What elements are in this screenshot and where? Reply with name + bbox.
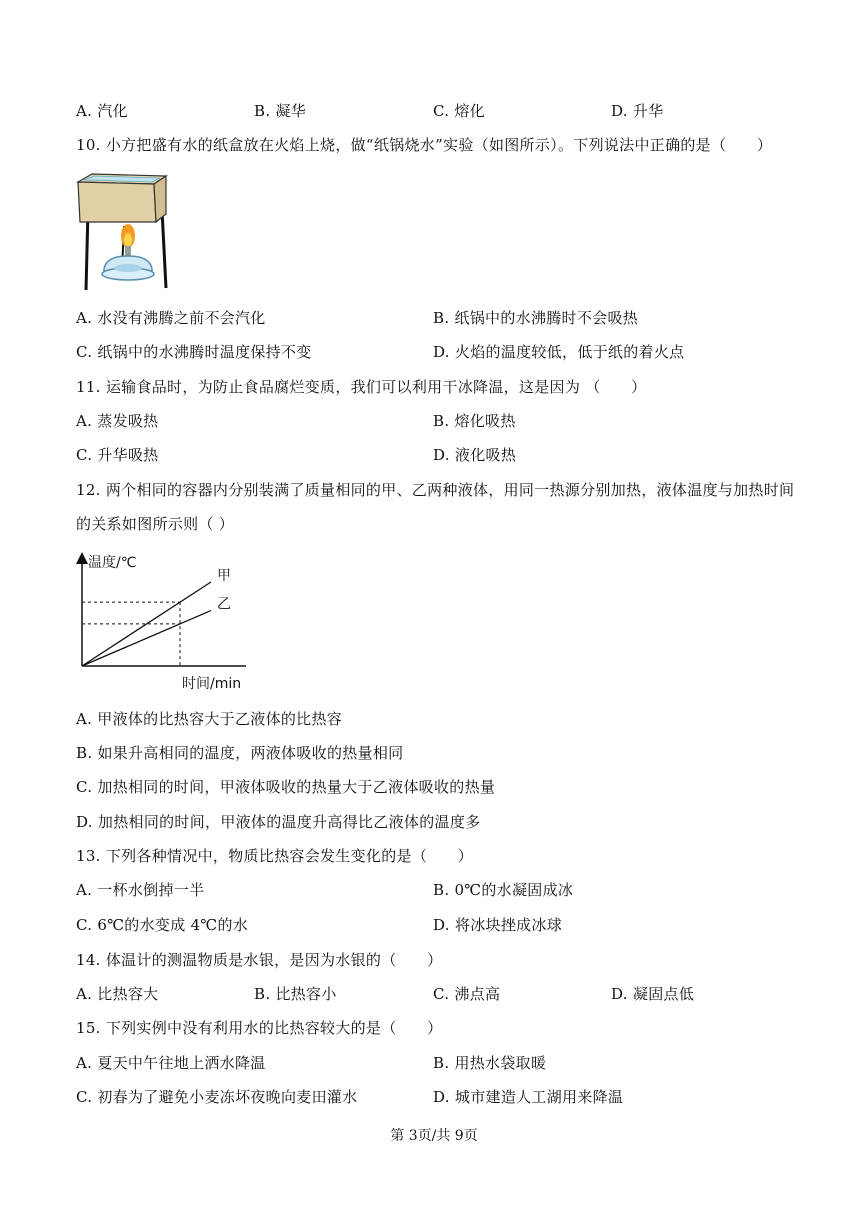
- q10-option-c: C. 纸锅中的水沸腾时温度保持不变: [76, 343, 312, 361]
- q14-option-b: B. 比热容小: [254, 985, 337, 1003]
- q14-option-c: C. 沸点高: [433, 985, 501, 1003]
- q12-stem-line1: 12. 两个相同的容器内分别装满了质量相同的甲、乙两种液体，用同一热源分别加热，液体温度与加热时间: [76, 481, 795, 499]
- q11-stem: 11. 运输食品时，为防止食品腐烂变质，我们可以利用干冰降温，这是因为 （ ）: [76, 378, 647, 396]
- x-axis-label: 时间/min: [182, 676, 242, 692]
- series-label-2: 乙: [217, 596, 231, 613]
- q12-option-d: D. 加热相同的时间，甲液体的温度升高得比乙液体的温度多: [76, 813, 481, 831]
- q15-option-b: B. 用热水袋取暖: [433, 1054, 547, 1072]
- q14-option-d: D. 凝固点低: [611, 985, 695, 1003]
- q14-stem: 14. 体温计的测温物质是水银，是因为水银的（ ）: [76, 951, 443, 969]
- q13-option-b: B. 0℃的水凝固成冰: [433, 881, 574, 899]
- q9-option-b: B. 凝华: [254, 102, 307, 120]
- q13-option-a: A. 一杯水倒掉一半: [76, 881, 205, 899]
- q13-option-d: D. 将冰块挫成冰球: [433, 916, 563, 934]
- y-axis-label: 温度/℃: [88, 555, 137, 571]
- q10-option-a: A. 水没有沸腾之前不会汽化: [76, 309, 266, 327]
- q9-option-c: C. 熔化: [433, 102, 485, 120]
- q9-option-a: A. 汽化: [76, 102, 128, 120]
- temperature-time-chart: [66, 548, 266, 696]
- page-footer: 第 3页/共 9页: [390, 1128, 478, 1144]
- q13-stem: 13. 下列各种情况中，物质比热容会发生变化的是（ ）: [76, 847, 474, 865]
- q11-option-a: A. 蒸发吸热: [76, 412, 159, 430]
- series-label-1: 甲: [217, 568, 231, 584]
- paper-pot-figure: [74, 170, 170, 294]
- q11-option-b: B. 熔化吸热: [433, 412, 516, 430]
- q15-option-d: D. 城市建造人工湖用来降温: [433, 1088, 624, 1106]
- q10-option-b: B. 纸锅中的水沸腾时不会吸热: [433, 309, 639, 327]
- q9-option-d: D. 升华: [611, 102, 664, 120]
- q11-option-c: C. 升华吸热: [76, 446, 159, 464]
- q13-option-c: C. 6℃的水变成 4℃的水: [76, 916, 249, 934]
- q12-option-b: B. 如果升高相同的温度，两液体吸收的热量相同: [76, 744, 404, 762]
- q15-stem: 15. 下列实例中没有利用水的比热容较大的是（ ）: [76, 1019, 443, 1037]
- q15-option-c: C. 初春为了避免小麦冻坏夜晚向麦田灌水: [76, 1088, 358, 1106]
- q12-stem-line2: 的关系如图所示则（ ）: [76, 515, 235, 533]
- q12-option-c: C. 加热相同的时间，甲液体吸收的热量大于乙液体吸收的热量: [76, 778, 496, 796]
- q12-option-a: A. 甲液体的比热容大于乙液体的比热容: [76, 710, 343, 728]
- q10-option-d: D. 火焰的温度较低，低于纸的着火点: [433, 343, 685, 361]
- q11-option-d: D. 液化吸热: [433, 446, 517, 464]
- series-line-2: [82, 611, 211, 666]
- q10-stem: 10. 小方把盛有水的纸盒放在火焰上烧，做“纸锅烧水”实验（如图所示）。下列说法中正确的是（ ）: [76, 136, 773, 154]
- q14-option-a: A. 比热容大: [76, 985, 159, 1003]
- q15-option-a: A. 夏天中午往地上洒水降温: [76, 1054, 266, 1072]
